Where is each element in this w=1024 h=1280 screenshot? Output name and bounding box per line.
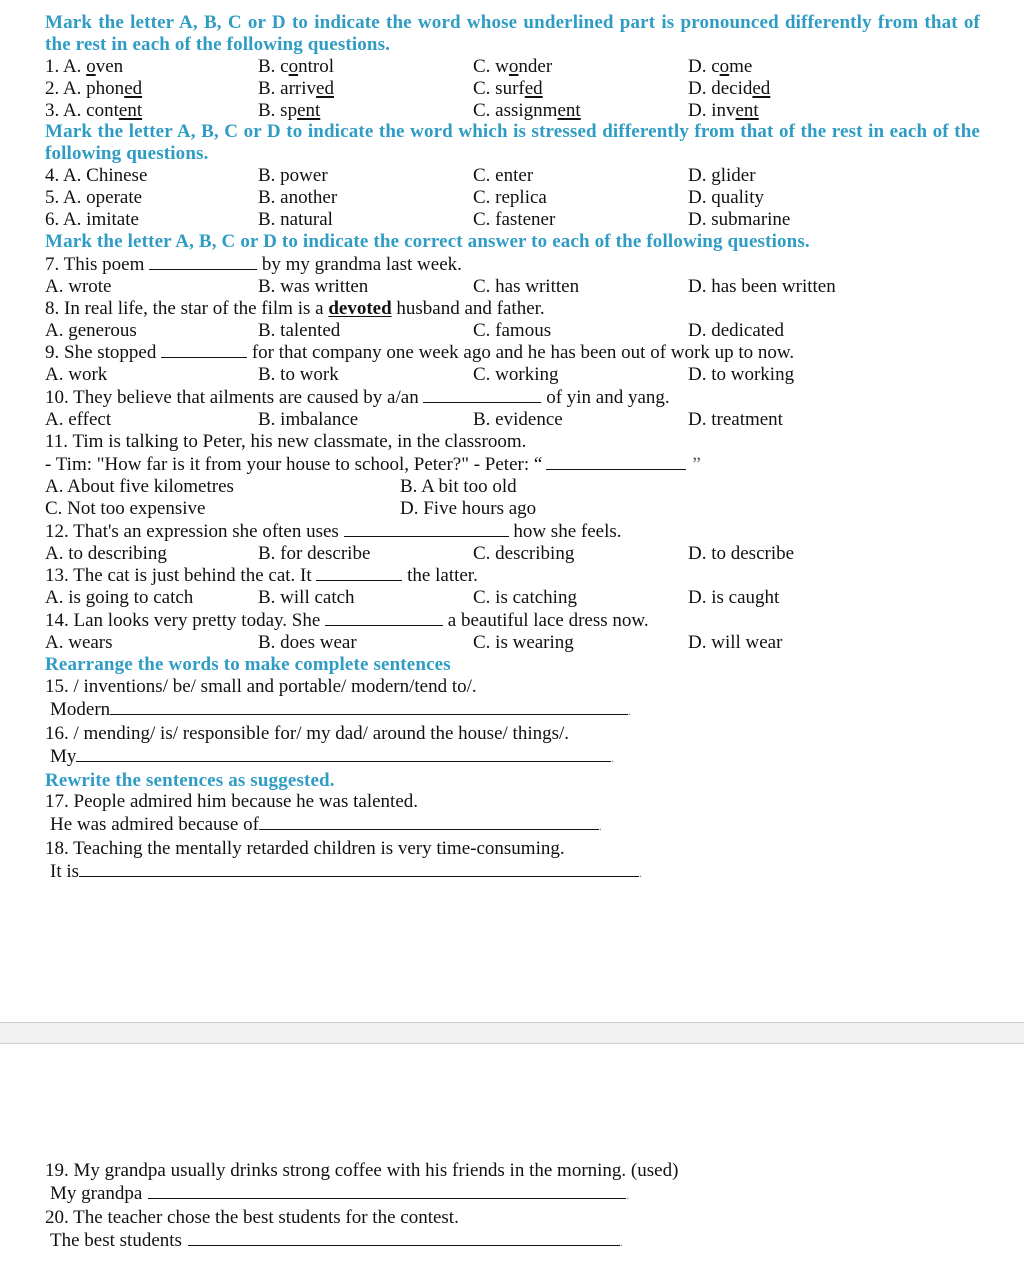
option-a: 1. A. oven	[45, 55, 124, 77]
question-7-stem: 7. This poem by my grandma last week.	[45, 253, 462, 275]
answer-line[interactable]	[188, 1229, 620, 1246]
worksheet-page-1	[45, 12, 980, 885]
question-7-options	[45, 276, 980, 298]
answer-blank[interactable]	[546, 453, 686, 470]
option-c: C. famous	[473, 319, 552, 341]
answer-blank[interactable]	[423, 386, 541, 403]
option-a: 4. A. Chinese	[45, 165, 148, 187]
answer-line[interactable]	[76, 745, 611, 762]
answer-blank[interactable]	[161, 341, 247, 358]
question-9-options	[45, 364, 980, 386]
option-b: B. spent	[258, 99, 321, 121]
question-4	[45, 165, 980, 187]
question-10-options	[45, 409, 980, 431]
option-c: B. evidence	[473, 409, 563, 431]
option-d: D. submarine	[688, 209, 791, 231]
option-a: A. About five kilometres	[45, 475, 234, 497]
option-b: B. natural	[258, 209, 333, 231]
key-word: devoted	[328, 297, 392, 319]
question-19-answer: My grandpa .	[50, 1182, 630, 1204]
question-6	[45, 209, 980, 231]
answer-blank[interactable]	[344, 520, 509, 537]
option-a: A. to describing	[45, 542, 167, 564]
option-a: A. work	[45, 364, 108, 386]
answer-blank[interactable]	[149, 253, 257, 270]
question-13-options	[45, 587, 980, 609]
option-d: D. Five hours ago	[400, 497, 537, 519]
question-8-stem: 8. In real life, the star of the film is a devoted husband and father.	[45, 297, 545, 319]
pronunciation-instruction: Mark the letter A, B, C or D to indicate the word whose underlined part is pronounced differently from that of the rest in each of the following questions.	[45, 12, 980, 55]
option-a: A. wears	[45, 632, 113, 654]
option-c: C. describing	[473, 542, 575, 564]
question-12-stem: 12. That's an expression she often uses how she feels.	[45, 520, 622, 542]
option-a: 5. A. operate	[45, 187, 143, 209]
option-c: C. has written	[473, 275, 580, 297]
question-3	[45, 100, 980, 122]
option-c: C. enter	[473, 165, 534, 187]
question-17: 17. People admired him because he was talented.	[45, 791, 419, 813]
question-11-options-row-2	[45, 498, 980, 520]
option-a: 3. A. content	[45, 99, 143, 121]
option-d: D. dedicated	[688, 319, 785, 341]
question-11-stem: 11. Tim is talking to Peter, his new classmate, in the classroom.	[45, 431, 527, 453]
question-16-answer: My .	[50, 745, 615, 767]
option-c: C. working	[473, 364, 559, 386]
worksheet-page-2	[45, 1160, 980, 1254]
option-d: D. has been written	[688, 275, 836, 297]
question-15-answer: Modern .	[50, 698, 632, 720]
option-c: C. Not too expensive	[45, 497, 206, 519]
question-19: 19. My grandpa usually drinks strong coffee with his friends in the morning. (used)	[45, 1160, 679, 1181]
answer-blank[interactable]	[316, 564, 402, 581]
option-b: B. to work	[258, 364, 339, 386]
question-11-dialog: - Tim: "How far is it from your house to school, Peter?" - Peter: “ ”	[45, 453, 701, 475]
option-d: D. is caught	[688, 587, 780, 609]
option-d: D. will wear	[688, 632, 783, 654]
question-5	[45, 187, 980, 209]
question-18: 18. Teaching the mentally retarded children is very time-consuming.	[45, 838, 565, 860]
option-a: 6. A. imitate	[45, 209, 139, 231]
option-c: C. is wearing	[473, 632, 574, 654]
question-14-stem: 14. Lan looks very pretty today. She a beautiful lace dress now.	[45, 610, 649, 632]
option-b: B. control	[258, 55, 334, 77]
question-18-answer: It is .	[50, 861, 643, 883]
option-c: C. assignment	[473, 99, 581, 121]
question-13-stem: 13. The cat is just behind the cat. It the latter.	[45, 565, 478, 587]
option-b: B. A bit too old	[400, 475, 517, 497]
question-11-options-row-1	[45, 476, 980, 498]
question-8-options	[45, 320, 980, 342]
answer-line[interactable]	[110, 698, 628, 715]
option-a: A. effect	[45, 409, 112, 431]
answer-line[interactable]	[79, 860, 639, 877]
question-16: 16. / mending/ is/ responsible for/ my dad/ around the house/ things/.	[45, 722, 570, 744]
option-b: B. was written	[258, 275, 369, 297]
page-break	[0, 1022, 1024, 1044]
question-17-answer: He was admired because of .	[50, 814, 602, 836]
question-20-answer: The best students .	[50, 1229, 623, 1251]
option-d: D. decided	[688, 77, 771, 99]
option-a: A. is going to catch	[45, 587, 194, 609]
question-9-stem: 9. She stopped for that company one week ago and he has been out of work up to now.	[45, 342, 795, 364]
option-b: B. another	[258, 187, 338, 209]
question-10-stem: 10. They believe that ailments are caused by a/an of yin and yang.	[45, 387, 670, 409]
option-b: B. power	[258, 165, 328, 187]
option-b: B. arrived	[258, 77, 334, 99]
option-c: C. surfed	[473, 77, 543, 99]
option-c: C. is catching	[473, 587, 577, 609]
option-b: B. talented	[258, 319, 341, 341]
option-a: A. wrote	[45, 275, 112, 297]
option-d: D. to describe	[688, 542, 795, 564]
question-2	[45, 78, 980, 100]
answer-line[interactable]	[259, 813, 599, 830]
option-a: A. generous	[45, 319, 137, 341]
answer-blank[interactable]	[325, 609, 443, 626]
option-c: C. wonder	[473, 55, 553, 77]
question-12-options	[45, 543, 980, 565]
answer-line[interactable]	[148, 1182, 626, 1199]
question-20: 20. The teacher chose the best students for the contest.	[45, 1206, 459, 1228]
option-d: D. quality	[688, 187, 764, 209]
question-15: 15. / inventions/ be/ small and portable/ modern/tend to/.	[45, 675, 477, 697]
option-d: D. to working	[688, 364, 795, 386]
option-c: C. fastener	[473, 209, 556, 231]
question-14-options	[45, 632, 980, 654]
option-a: 2. A. phoned	[45, 77, 143, 99]
correct-answer-instruction: Mark the letter A, B, C or D to indicate the correct answer to each of the following questions.	[45, 230, 810, 252]
option-b: B. does wear	[258, 632, 357, 654]
option-d: D. come	[688, 55, 753, 77]
option-b: B. imbalance	[258, 409, 359, 431]
stress-instruction: Mark the letter A, B, C or D to indicate the word which is stressed differently from that of the rest in each of the following questions.	[45, 121, 980, 165]
option-d: D. treatment	[688, 409, 783, 431]
option-c: C. replica	[473, 187, 547, 209]
question-1	[45, 56, 980, 78]
option-d: D. glider	[688, 165, 756, 187]
option-d: D. invent	[688, 99, 759, 121]
rewrite-instruction: Rewrite the sentences as suggested.	[45, 769, 335, 791]
option-b: B. for describe	[258, 542, 371, 564]
rearrange-instruction: Rearrange the words to make complete sentences	[45, 654, 451, 676]
option-b: B. will catch	[258, 587, 355, 609]
